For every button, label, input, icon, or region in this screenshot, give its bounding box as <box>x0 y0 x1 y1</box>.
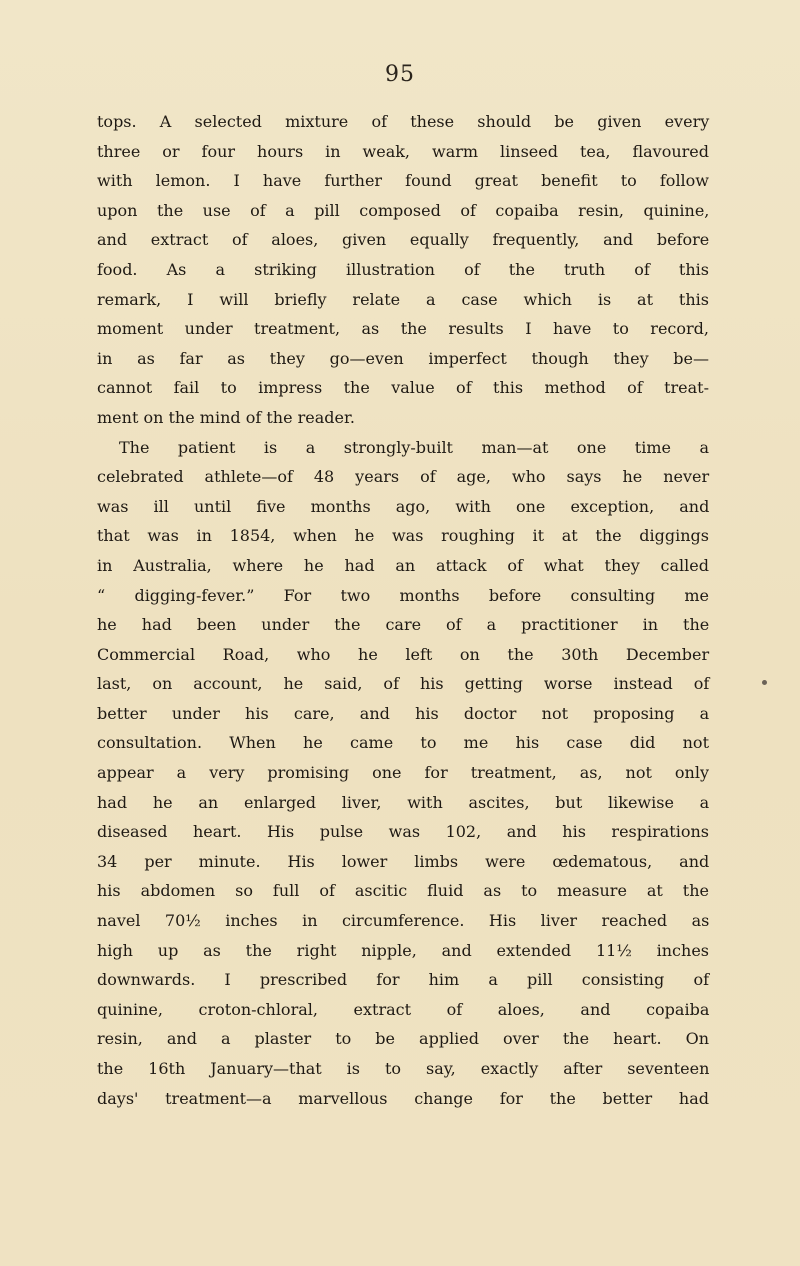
text-line: tops. A selected mixture of these should be given every <box>97 112 710 131</box>
text-line: remark, I will briefly relate a case which is at this <box>97 289 709 309</box>
text-line: he had been under the care of a practitioner in the <box>97 615 710 635</box>
text-line: The patient is a strongly-built man—at one time a <box>119 437 709 457</box>
text-line: with lemon. I have further found great benefit to follow <box>97 171 709 191</box>
paper-speck <box>762 680 767 685</box>
page-number: 95 <box>385 62 415 87</box>
text-line: last, on account, he said, of his getting worse instead of <box>97 674 710 694</box>
text-line: ment on the mind of the reader. <box>97 407 355 427</box>
text-line: in Australia, where he had an attack of what they called <box>97 555 709 575</box>
text-line: better under his care, and his doctor not proposing a <box>97 703 710 723</box>
text-line: resin, and a plaster to be applied over the heart. On <box>97 1029 709 1049</box>
text-line: navel 70½ inches in circumference. His liver reached as <box>97 911 710 931</box>
text-line: and extract of aloes, given equally frequently, and before <box>97 230 710 250</box>
body-text <box>97 112 709 1118</box>
text-line: appear a very promising one for treatment, as, not only <box>97 763 709 783</box>
text-line: 34 per minute. His lower limbs were œdematous, and <box>97 851 710 871</box>
text-line: celebrated athlete—of 48 years of age, who says he never <box>97 467 710 487</box>
text-line: that was in 1854, when he was roughing it at the diggings <box>97 526 709 546</box>
text-line: cannot fail to impress the value of this method of treat- <box>97 378 709 398</box>
text-line: had he an enlarged liver, with ascites, but likewise a <box>97 792 710 812</box>
text-line: “ digging-fever.” For two months before consulting me <box>97 585 709 605</box>
text-line: high up as the right nipple, and extended 11½ inches <box>97 940 709 960</box>
text-line: quinine, croton-chloral, extract of aloes, and copaiba <box>97 999 710 1019</box>
text-line: three or four hours in weak, warm linseed tea, flavoured <box>97 141 709 161</box>
text-line: food. As a striking illustration of the truth of this <box>97 259 709 279</box>
text-line: the 16th January—that is to say, exactly after seventeen <box>97 1059 710 1078</box>
text-line: moment under treatment, as the results I have to record, <box>97 319 709 339</box>
text-line: downwards. I prescribed for him a pill consisting of <box>97 970 709 990</box>
text-line: was ill until five months ago, with one exception, and <box>97 496 710 516</box>
text-line: his abdomen so full of ascitic fluid as to measure at the <box>97 881 709 901</box>
text-line: upon the use of a pill composed of copaiba resin, quinine, <box>97 200 710 220</box>
text-line: Commercial Road, who he left on the 30th December <box>97 644 710 664</box>
text-line: diseased heart. His pulse was 102, and his respirations <box>97 822 709 842</box>
text-line: consultation. When he came to me his case did not <box>97 733 709 753</box>
text-line: in as far as they go—even imperfect though they be— <box>97 348 709 368</box>
text-line: days' treatment—a marvellous change for the better had <box>97 1088 709 1108</box>
